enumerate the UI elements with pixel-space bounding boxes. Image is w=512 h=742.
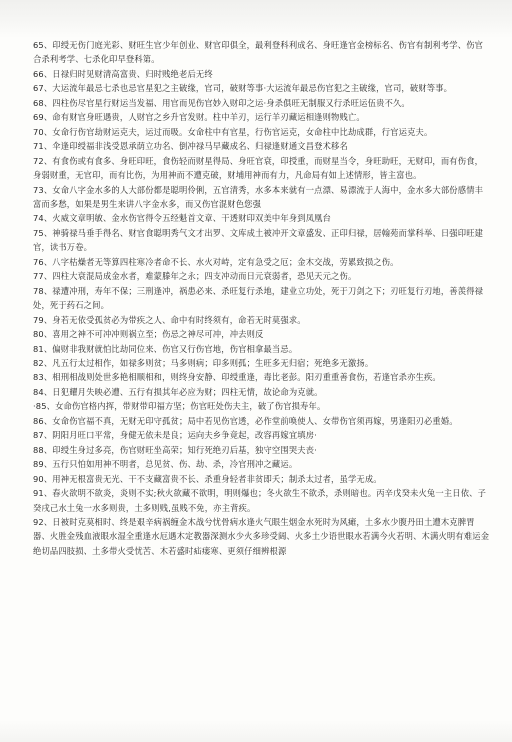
entry-85: ·85、女命伤官格内挥，带财带印福方坚；伤官旺处伤夫主，破了伤官损寿年。 <box>33 401 326 412</box>
entry-67: 67、大运流年最忌七杀也忌官星犯之主破缘，官司，破财等事·大运流年最忌伤官犯之主破缘，官司，破财等事。 <box>33 83 453 94</box>
entry-73: 73、女命八字金水多的人大部份都是聪明伶俐，五官清秀，水多本来就有一点漂、易漂流于人海中，金水多大部份感情丰富而多愁，如果是男生来讲八字金水多，而又伤官混财色您强 <box>33 184 484 209</box>
entry-91: 91、春火欲明不欲炎，炎则不实;秋火欲藏不欲明，明则爆也；冬火欲生不欲杀，杀则暗也。丙辛戊癸未火兔一主日依、子癸戌己水土兔一水多则贵，土多则贱,虽贱不免，亦主背疾。 <box>33 488 487 513</box>
entry-78: 78、禄遭冲刑，寿年不保；三刑逢冲，祸患必来、杀旺复行杀地，建业立功处，死于刀剑之下；刃旺复行刃地，善羡得禄处，死于药石之间。 <box>33 285 484 311</box>
entry-72: 72、有食伤或有食多、身旺印旺，食伤轻而财星得局、身旺官衰，印授重，而财星当令，身旺助旺，无财印，而有伤食，身弱财重，无官印，而有比伤，为用神而不遭克破，财埔用神而有力，凡命局有如上述情形，皆主富也。 <box>33 155 484 181</box>
page-top-shadow <box>0 0 512 38</box>
entry-69: 69、命有财官身旺遇贵，人财官之乡升官发财。柱中羊刃，运行羊刃藏运相逢则物贱亡。 <box>33 112 365 123</box>
entry-74: 74、火威文章明敏、金水伤官得令五经魁首文章、干透财印双美中年身到凤凰台 <box>33 213 332 224</box>
entry-88: 88、印绶生身过多亮，伤官财旺坐高荣；知行死绝刃后基，独守空围哭夫丧· <box>33 444 317 455</box>
entry-66: 66、日禄归时见财清高富贵、归时贱绝老后无终 <box>33 68 213 79</box>
entry-87: 87、阴阳月旺口平常，身健无依未是良；运向夫乡争竟起，改容再嫁宜填房· <box>33 430 317 441</box>
entry-83: 83、相刑相战则处世多艳相顺相和，则终身安静、印绶重逢，毒比老彭。阳刃重重善食伤，若逢官杀亦生疾。 <box>33 372 441 383</box>
document-text-column <box>33 38 491 558</box>
entry-77: 77、四柱大衰混局成金水者，难蒙滕年之永；四支冲动而日元衰弱者，恐见天元之伤。 <box>33 271 357 282</box>
entry-86: 86、女命伤官福不真，无财无印守孤贫；局中若见伤官透，必作堂前唤使人、女带伤官须再嫁，男逢阳刃必重婚。 <box>33 415 458 426</box>
entry-68: 68、四柱伤尽官星行财运当发福、用官而见伤官妙入财印之运·身杀俱旺无制服又行杀旺运伍贵不久。 <box>33 97 410 108</box>
entry-80: 80、喜用之神不可冲冲则祸立至；伤忌之神尽可冲，冲去则反 <box>33 329 264 340</box>
entry-90: 90、用神无根富贵无光、干不支藏富贵不长、杀重身轻者非贫即夭；制杀太过者，虽学无成。 <box>33 473 382 484</box>
entry-81: 81、偏财非我财就怕比劫同位来、伤官又行伤官地，伤官相拿最当忌。 <box>33 343 298 354</box>
page-bottom-shadow <box>0 720 512 742</box>
entry-82: 82、凡五行太过相作，如禄多则贫；马多则病；印多则孤；生旺多无归宿；死绝多无激扬。 <box>33 357 374 368</box>
entry-76: 76、八字枯燥者无等算四柱寒冷者命不长、水火对峙，定有急受之厄；金木交战，劳累致损之伤。 <box>33 256 399 267</box>
entry-71: 71、伞逢印绶福非浅受恩承荫立功名、倒冲禄马早藏成名、归禄逢财通文昌登术移名 <box>33 141 348 152</box>
entry-84: 84、日犯耀月失映必遭、五行有损其年必应为财；四柱无情，故论命为克就。 <box>33 386 323 397</box>
entry-75: 75、神骑禄马垂手得名、财官食聪明秀气文才出罗、文库成土被冲开文章盛发、正印归禄，居翰苑而掌科举、日强印旺建官，读书万卷。 <box>33 227 484 253</box>
entry-65: 65、印绶无伤门庭光彩、财旺生官少年创业、财官印俱全，最利登科利成名、身旺逢官金榜标名、伤官有制利考学、伤官合杀利考学、七杀化印早登科第。 <box>33 40 484 65</box>
entry-92: 92、日被时克莫相时、终是艰辛病祸缠金木战兮忧骨病水逢火气眼生烟金水死时为风瘫，土多水少腹丹田土遭木克脾胃器、火胜金残血液眼水湿全重逢水厄遇木定教器深测水少火多珍受阔、火多土少语世眼水若满今火若明、木满火明有难运金绝切品四肢损、土多带火受忧苦、木若盛时疝瘘寒、更须仔细辨根源 <box>33 516 490 556</box>
entry-89: 89、五行只怕如用神不明者，总见贫、伤、劫、杀，冷官刑冲之藏运。 <box>33 459 298 470</box>
entry-79: 79、身若无依受孤贫必为带疾之人、命中有时终须有，命若无时莫强求。 <box>33 314 306 325</box>
entry-70: 70、女命行伤官劫财运克夫，运过而吸。女命柱中有官星，行伤官运克，女命柱中比劫成群，行官运克夫。 <box>33 126 433 137</box>
